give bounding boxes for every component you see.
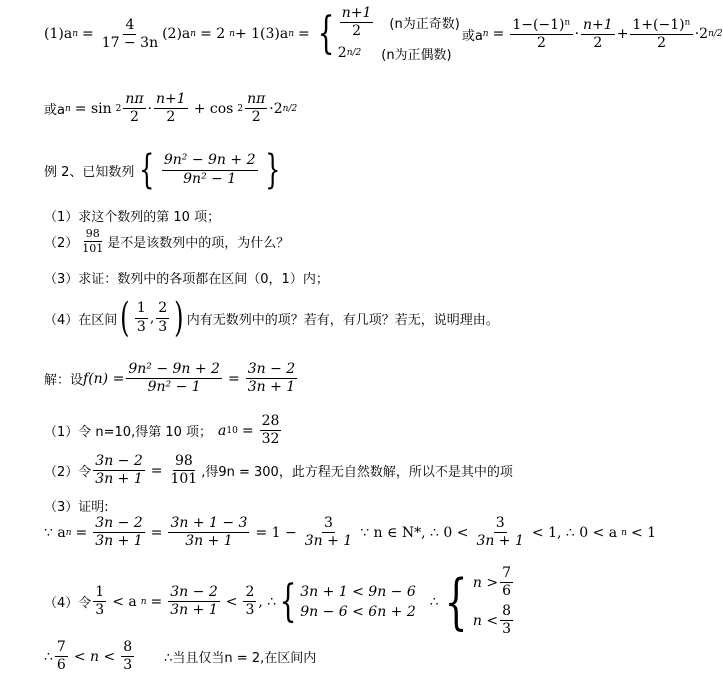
- fraction: [303, 516, 354, 550]
- text: n <: [472, 612, 499, 629]
- text: < 1, ∴ 0 < a: [531, 524, 618, 541]
- text: ∴: [44, 648, 53, 665]
- text: 2: [115, 103, 122, 114]
- text: n/2: [346, 48, 362, 59]
- fraction: [630, 18, 692, 52]
- brace-right: }: [264, 147, 280, 193]
- fraction: [581, 18, 615, 52]
- question-2: [44, 228, 289, 255]
- fraction: [474, 516, 525, 550]
- text: 2: [337, 45, 347, 62]
- denominator: 3n + 1: [304, 533, 353, 550]
- text: ·: [574, 26, 580, 43]
- text: = 1 −: [255, 524, 297, 541]
- solution-setup: [44, 362, 299, 396]
- piecewise-cases: [338, 6, 460, 63]
- numerator: 9n² − 9n + 2: [162, 153, 258, 170]
- text: n: [621, 527, 627, 538]
- denominator: 3: [95, 602, 105, 619]
- formula-general-terms: [44, 6, 723, 63]
- question-1: （1）求这个数列的第 10 项；: [44, 210, 221, 225]
- brace: {: [317, 8, 335, 60]
- text: =: [81, 26, 94, 43]
- inequality-result: [473, 566, 515, 638]
- fraction: [500, 604, 513, 638]
- denominator: 17 − 3n: [101, 34, 159, 51]
- denominator: 2: [352, 23, 362, 40]
- text: n/2: [282, 103, 298, 114]
- numerator: 1+(−1)ⁿ: [630, 18, 692, 35]
- text: 解：设: [44, 373, 84, 389]
- fraction: [168, 454, 199, 488]
- text: n >: [472, 574, 499, 591]
- numerator: 2: [156, 301, 169, 318]
- text: 是不是该数列中的项，为什么？: [107, 236, 290, 252]
- numerator: 7: [55, 640, 68, 657]
- denominator: 3: [245, 602, 255, 619]
- fraction: [510, 18, 572, 52]
- text: 3n + 1 < 9n − 6: [300, 583, 416, 600]
- numerator: n+1: [340, 6, 374, 23]
- text: =: [75, 524, 88, 541]
- fraction: [245, 92, 267, 126]
- text: （4）令: [44, 596, 92, 612]
- fraction: [500, 566, 513, 600]
- numerator: 9n² − 9n + 2: [126, 362, 222, 379]
- text: <: [225, 593, 238, 610]
- fraction: [340, 6, 374, 40]
- text: 内有无数列中的项？若有，有几项？若无，说明理由。: [186, 312, 499, 328]
- text: 2: [273, 100, 283, 117]
- question-3: （3）求证：数列中的各项都在区间（0，1）内；: [44, 272, 329, 287]
- denominator: 2: [251, 109, 261, 126]
- text: a: [218, 422, 227, 439]
- text: 10: [226, 425, 238, 436]
- text: n: [64, 103, 71, 114]
- solution-2: [44, 454, 513, 488]
- text: + cos: [193, 100, 234, 117]
- denominator: 2: [536, 34, 546, 51]
- text: +: [616, 26, 629, 43]
- denominator: 101: [82, 242, 104, 256]
- solution-conclusion: [44, 640, 316, 674]
- fraction: [100, 18, 160, 52]
- fraction: [162, 153, 258, 187]
- text: n: [482, 29, 489, 40]
- numerator: 1: [135, 301, 148, 318]
- numerator: 28: [260, 414, 282, 431]
- text: (n为正偶数): [381, 47, 452, 63]
- text: n/2: [708, 29, 723, 40]
- text: （4）在区间: [44, 312, 118, 328]
- text: ·: [269, 100, 274, 117]
- numerator: 98: [173, 454, 195, 471]
- text: ∵ n ∈ N*, ∴ 0 <: [360, 524, 469, 541]
- text: 2: [699, 26, 709, 43]
- text: n: [190, 29, 197, 40]
- text: ∴当且仅当n = 2,在区间内: [164, 651, 317, 667]
- text: （2）令: [44, 465, 92, 481]
- denominator: 2: [166, 109, 176, 126]
- formula-trig-form: [44, 92, 297, 126]
- case-even: [338, 44, 460, 63]
- fraction: [93, 516, 144, 550]
- denominator: 9n² − 1: [147, 379, 201, 396]
- numerator: 3: [494, 516, 507, 533]
- numerator: 3n − 2: [246, 362, 297, 379]
- denominator: 3n + 1: [247, 379, 296, 396]
- denominator: 3n + 1: [170, 602, 218, 619]
- text: 9n − 6 < 6n + 2: [300, 603, 416, 620]
- fraction: [121, 640, 134, 674]
- text: =: [150, 462, 163, 479]
- numerator: 3: [322, 516, 335, 533]
- text: (1)a: [44, 26, 73, 43]
- brace: {: [444, 566, 468, 637]
- text: =: [241, 422, 254, 439]
- text: n: [229, 29, 235, 40]
- denominator: 3n + 1: [476, 533, 524, 550]
- fraction: [93, 585, 106, 619]
- numerator: 7: [500, 566, 513, 583]
- text: n: [65, 527, 72, 538]
- fraction: [93, 454, 144, 488]
- denominator: 2: [657, 34, 667, 51]
- text: ·: [147, 100, 153, 117]
- solution-4: [44, 566, 515, 638]
- fraction: [55, 640, 68, 674]
- numerator: 8: [500, 604, 513, 621]
- text: =: [150, 593, 163, 610]
- paren-left: (: [120, 295, 130, 341]
- text: =: [298, 26, 310, 43]
- denominator: 3: [136, 318, 146, 335]
- numerator: n+1: [581, 18, 615, 35]
- denominator: 2: [130, 109, 139, 126]
- text: n: [72, 29, 78, 40]
- question-4: [44, 295, 499, 341]
- numerator: 1−(−1)ⁿ: [510, 18, 572, 35]
- solution-3-heading: （3）证明:: [44, 500, 109, 515]
- text: n: [288, 29, 295, 40]
- fraction: [135, 301, 148, 335]
- numerator: n+1: [154, 92, 188, 109]
- numerator: nπ: [123, 92, 145, 109]
- text: =: [227, 370, 240, 387]
- case-gt: [473, 566, 515, 600]
- text: （2）: [44, 236, 79, 252]
- text: < a: [112, 593, 137, 610]
- text: + 1(3)a: [234, 26, 289, 43]
- text: 或a: [44, 103, 65, 119]
- text: (2)a: [162, 26, 191, 43]
- denominator: 6: [56, 657, 66, 674]
- denominator: 32: [261, 431, 280, 448]
- text: ·: [694, 26, 700, 43]
- numerator: 3n − 2: [168, 585, 219, 602]
- numerator: 1: [93, 585, 106, 602]
- text: f(n) =: [83, 370, 125, 387]
- text: n: [140, 596, 147, 607]
- denominator: 3: [158, 318, 168, 335]
- brace: {: [279, 575, 297, 627]
- denominator: 101: [170, 471, 198, 488]
- denominator: 3n + 1: [185, 533, 233, 550]
- text: 2: [237, 103, 244, 114]
- fraction: [168, 516, 249, 550]
- text: ∵ a: [44, 524, 66, 541]
- numerator: nπ: [245, 92, 267, 109]
- denominator: 3: [123, 657, 133, 674]
- denominator: 3n + 1: [95, 471, 143, 488]
- text: =: [492, 26, 505, 43]
- denominator: 2: [593, 34, 603, 51]
- brace-left: {: [139, 147, 155, 193]
- text: ,得9n = 300，此方程无自然数解，所以不是其中的项: [201, 465, 513, 481]
- example-2-heading: [44, 147, 285, 193]
- paren-right: ): [174, 295, 184, 341]
- fraction: [80, 228, 105, 255]
- fraction: [246, 362, 297, 396]
- numerator: 98: [84, 228, 102, 242]
- denominator: 3: [502, 621, 511, 638]
- numerator: 4: [123, 18, 136, 35]
- solution-3-proof: [44, 516, 660, 550]
- text: （1）令 n=10,得第 10 项；: [44, 425, 213, 441]
- inequality-system: [300, 584, 416, 620]
- fraction: [126, 362, 222, 396]
- numerator: 3n − 2: [93, 454, 144, 471]
- denominator: 3n + 1: [95, 533, 143, 550]
- fraction: [123, 92, 145, 126]
- fraction: [156, 301, 169, 335]
- text: < 1: [630, 524, 657, 541]
- fraction: [260, 414, 282, 448]
- text: ,: [149, 310, 155, 326]
- fraction: [168, 585, 219, 619]
- denominator: 9n² − 1: [183, 170, 237, 187]
- text: , ∴: [258, 593, 277, 610]
- fraction: [154, 92, 188, 126]
- text: 例 2、已知数列: [44, 164, 135, 180]
- text: (n为正奇数): [389, 17, 460, 33]
- fraction: [243, 585, 256, 619]
- numerator: 3n + 1 − 3: [168, 516, 249, 533]
- text: ∴: [429, 593, 439, 610]
- text: < n <: [73, 648, 116, 665]
- numerator: 3n − 2: [93, 516, 144, 533]
- text: 或a: [461, 28, 483, 44]
- case-lt: [473, 604, 515, 638]
- denominator: 6: [502, 583, 511, 600]
- numerator: 2: [243, 585, 256, 602]
- text: =: [150, 524, 163, 541]
- case-odd: [338, 6, 460, 40]
- numerator: 8: [121, 640, 134, 657]
- solution-1: [44, 414, 283, 448]
- text: = sin: [74, 100, 112, 117]
- text: = 2: [200, 26, 226, 43]
